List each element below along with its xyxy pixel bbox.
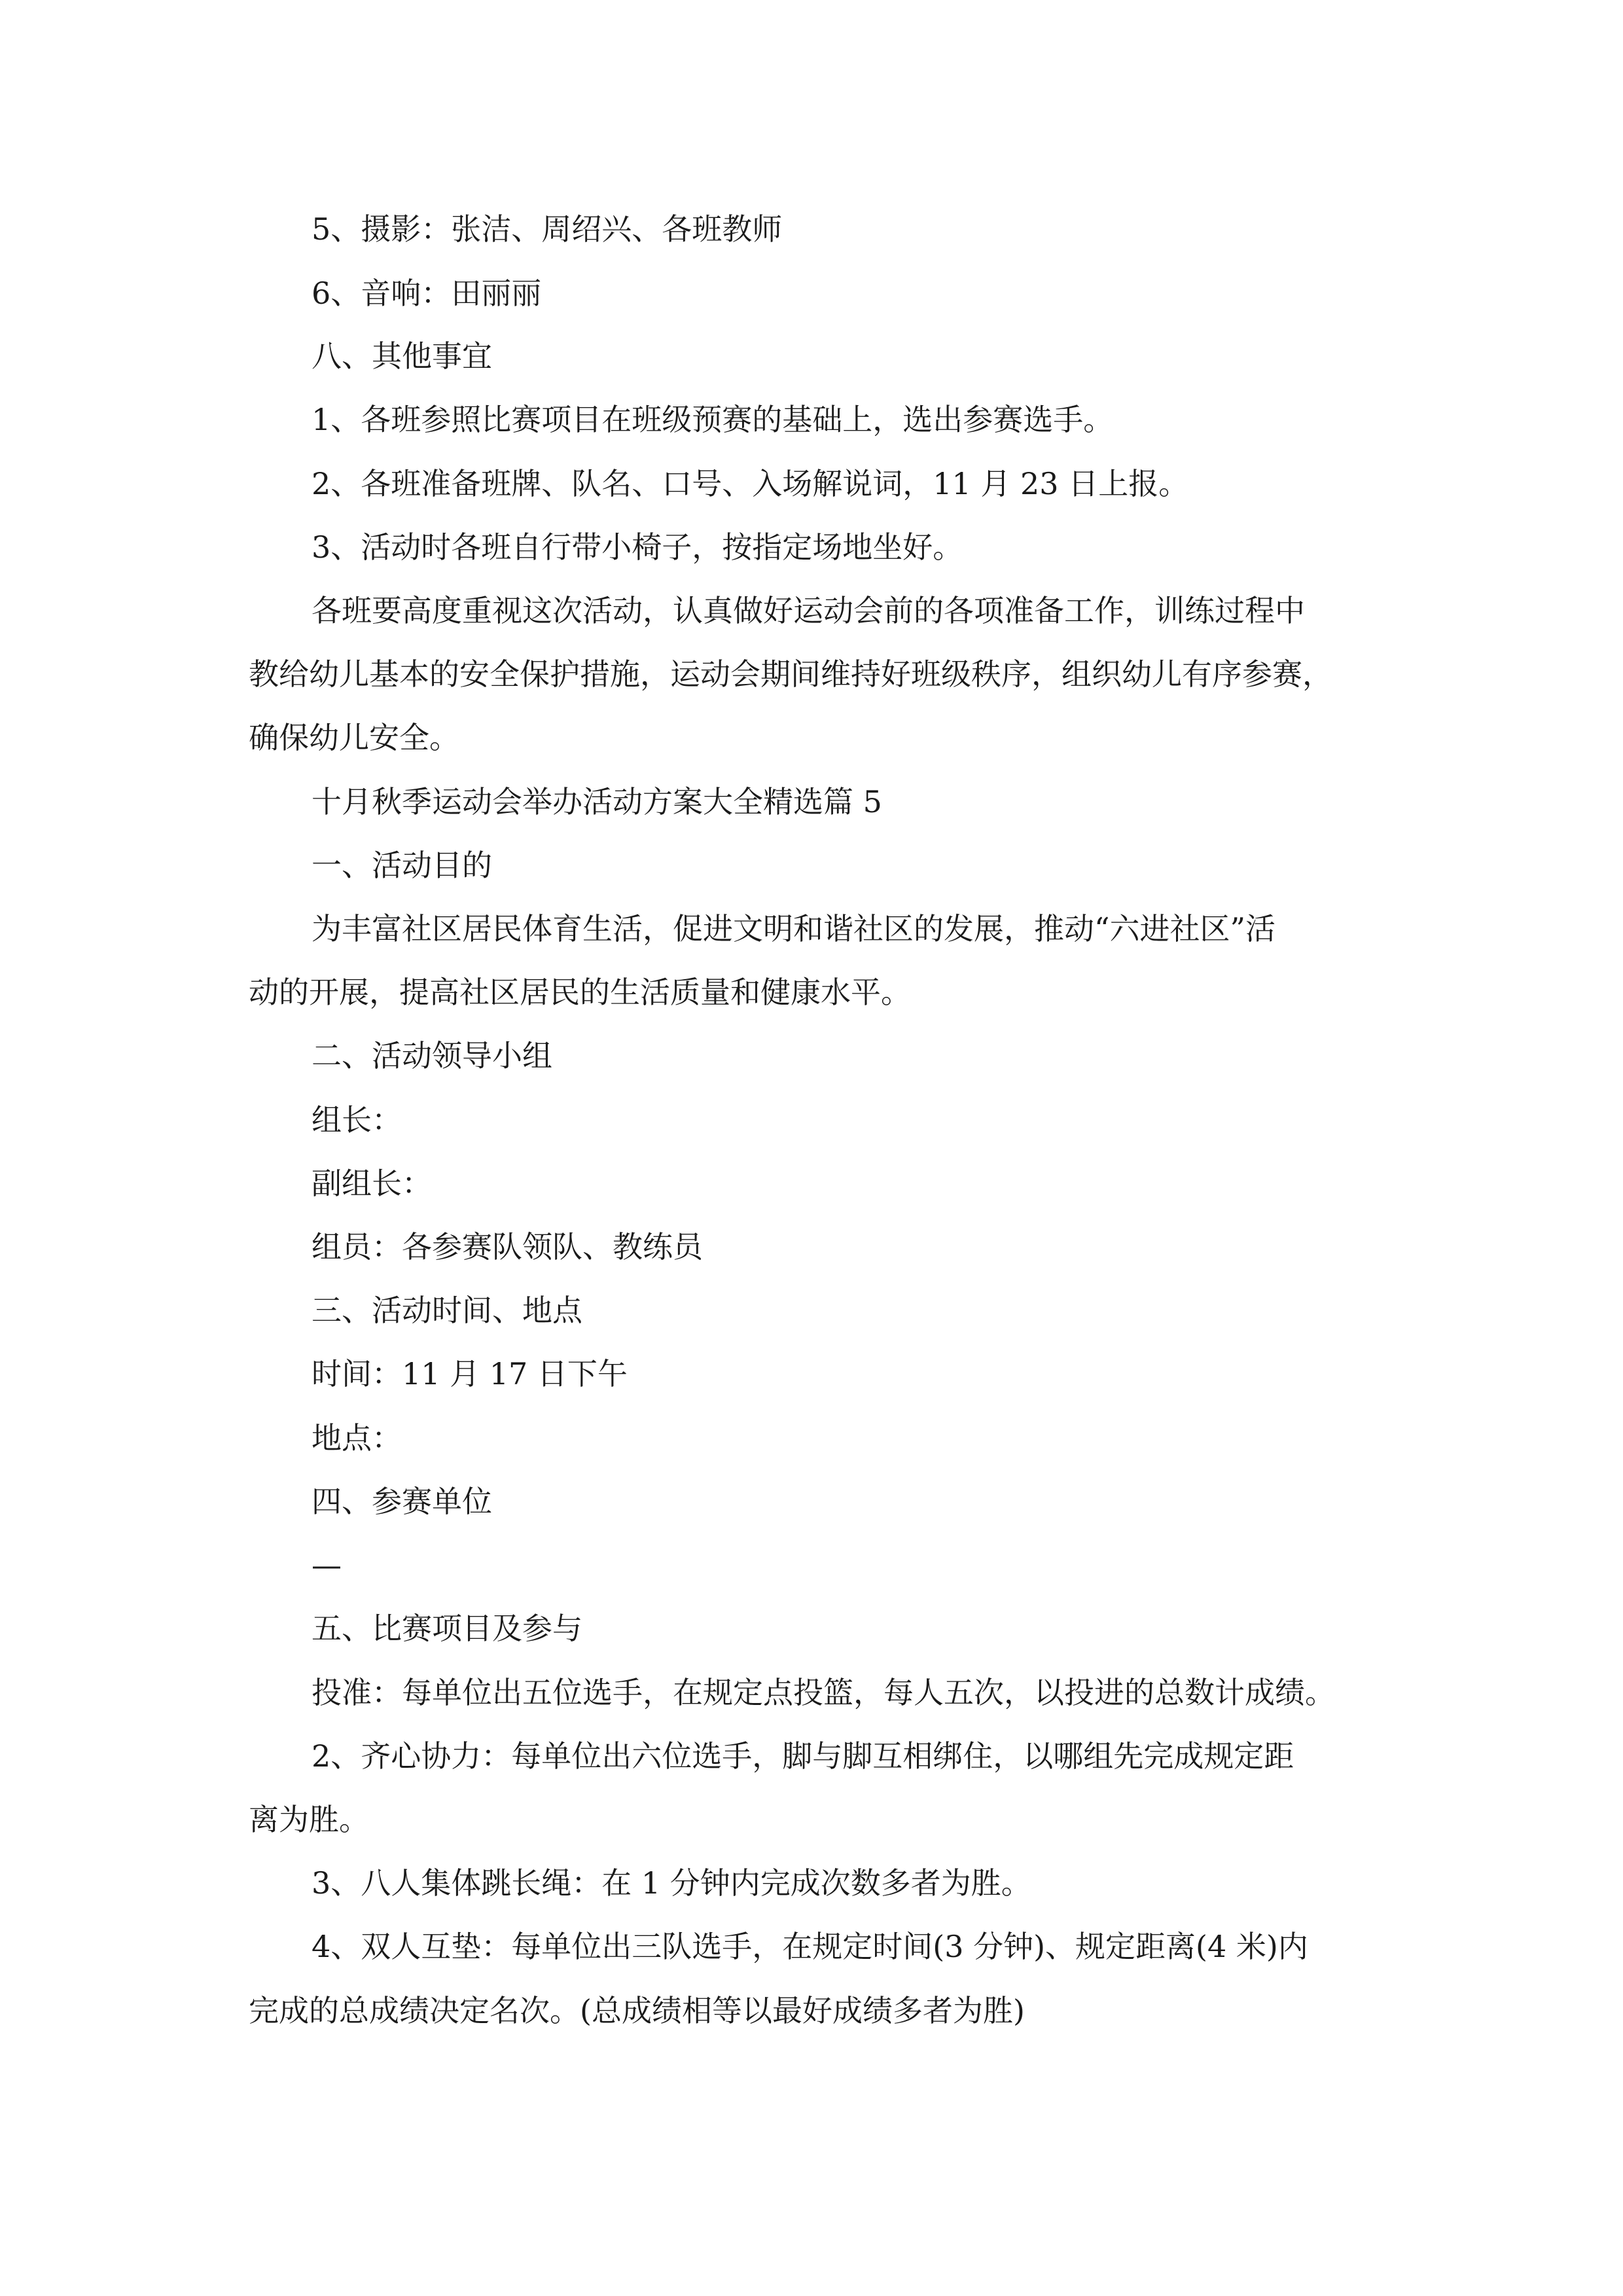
line-item-3: 3、活动时各班自行带小椅子，按指定场地坐好。	[312, 529, 963, 565]
event-teamwork-line-2: 离为胜。	[249, 1802, 369, 1837]
purpose-line-2: 动的开展，提高社区居民的生活质量和健康水平。	[249, 975, 911, 1010]
line-place: 地点：	[312, 1420, 402, 1456]
heading-participants: 四、参赛单位	[312, 1484, 492, 1519]
heading-purpose: 一、活动目的	[312, 848, 492, 883]
event-pair-volley-line-2: 完成的总成绩决定名次。(总成绩相等以最好成绩多者为胜)	[249, 1993, 1025, 2028]
line-time: 时间：11 月 17 日下午	[312, 1356, 628, 1391]
heading-events: 五、比赛项目及参与	[312, 1611, 582, 1646]
event-pair-volley-line-1: 4、双人互垫：每单位出三队选手，在规定时间(3 分钟)、规定距离(4 米)内	[312, 1929, 1308, 1964]
event-jump-rope: 3、八人集体跳长绳：在 1 分钟内完成次数多者为胜。	[312, 1865, 1031, 1901]
heading-leadership: 二、活动领导小组	[312, 1038, 552, 1073]
heading-other-matters: 八、其他事宜	[312, 338, 492, 374]
line-leader: 组长：	[312, 1102, 402, 1138]
purpose-line-1: 为丰富社区居民体育生活，促进文明和谐社区的发展，推动“六进社区”活	[312, 911, 1276, 946]
line-photography: 5、摄影：张洁、周绍兴、各班教师	[312, 211, 783, 247]
paragraph-line-1: 各班要高度重视这次活动，认真做好运动会前的各项准备工作，训练过程中	[312, 593, 1305, 628]
line-item-1: 1、各班参照比赛项目在班级预赛的基础上，选出参赛选手。	[312, 402, 1114, 437]
event-teamwork-line-1: 2、齐心协力：每单位出六位选手，脚与脚互相绑住，以哪组先完成规定距	[312, 1738, 1294, 1774]
event-shooting: 投准：每单位出五位选手，在规定点投篮，每人五次，以投进的总数计成绩。	[312, 1675, 1335, 1710]
line-item-2: 2、各班准备班牌、队名、口号、入场解说词，11 月 23 日上报。	[312, 466, 1189, 501]
line-sound: 6、音响：田丽丽	[312, 276, 542, 311]
paragraph-line-3: 确保幼儿安全。	[249, 720, 459, 755]
line-deputy-leader: 副组长：	[312, 1166, 432, 1201]
heading-time-place: 三、活动时间、地点	[312, 1293, 582, 1328]
paragraph-line-2: 教给幼儿基本的安全保护措施，运动会期间维持好班级秩序，组织幼儿有序参赛，	[249, 656, 1332, 692]
line-dash: —	[312, 1547, 342, 1583]
line-members: 组员：各参赛队领队、教练员	[312, 1229, 703, 1265]
section-title: 十月秋季运动会举办活动方案大全精选篇 5	[312, 784, 882, 819]
